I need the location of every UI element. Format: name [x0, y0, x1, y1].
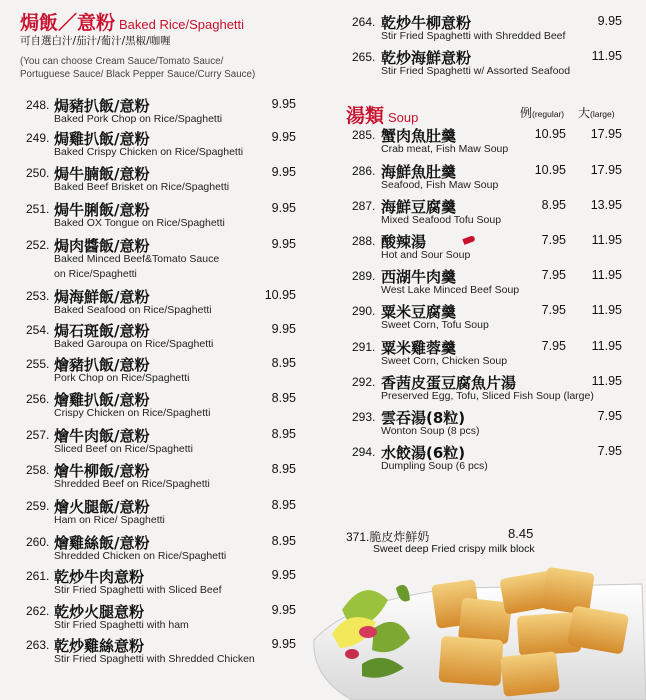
soup-item	[0, 231, 646, 261]
item-price: 8.95	[271, 498, 296, 512]
menu-item	[0, 12, 646, 42]
sauce-choice-en-1: (You can choose Cream Sauce/Tomato Sauce/	[20, 56, 224, 67]
item-name-en: Shredded Beef on Rice/Spaghetti	[54, 478, 210, 490]
regular-label-en: (regular)	[532, 109, 565, 119]
item-name-en: West Lake Minced Beef Soup	[381, 284, 520, 296]
item-number: 261.	[26, 569, 50, 583]
price-regular: 10.95	[534, 163, 566, 177]
item-number: 253.	[26, 289, 50, 303]
item-name-zh: 粟米豆腐羹	[381, 303, 457, 321]
item-number: 255.	[26, 357, 50, 371]
item-name-zh: 焗海鮮飯/意粉	[54, 288, 150, 306]
item-name-en: Baked OX Tongue on Rice/Spaghetti	[54, 217, 225, 229]
item-name-zh: 燴牛柳飯/意粉	[54, 462, 150, 480]
soup-item	[0, 407, 646, 437]
item-name-zh: 燴牛肉飯/意粉	[54, 427, 150, 445]
item-name-en: Stir Fried Spaghetti w/ Assorted Seafood	[381, 65, 571, 77]
price-regular: 7.95	[541, 303, 566, 317]
item-name-zh: 酸辣湯	[381, 233, 427, 251]
item-name-zh: 焗牛腩飯/意粉	[54, 165, 150, 183]
price-regular: 7.95	[541, 233, 566, 247]
item-name-zh: 西湖牛肉羹	[381, 268, 457, 286]
price-large: 11.95	[591, 233, 622, 247]
soup-title-en: Soup	[388, 110, 419, 125]
price-regular: 7.95	[541, 268, 566, 282]
item-number: 263.	[26, 638, 50, 652]
item-name-en: Dumpling Soup (6 pcs)	[381, 460, 488, 472]
item-name-en: Stir Fried Spaghetti with ham	[54, 619, 189, 631]
soup-item	[0, 266, 646, 296]
item-number: 248.	[26, 98, 50, 112]
item-number: 256.	[26, 392, 50, 406]
feature-dish-price: 8.45	[508, 526, 534, 541]
soup-item	[0, 337, 646, 367]
item-name-en-2: on Rice/Spaghetti	[54, 268, 137, 280]
item-name-zh: 乾炒牛柳意粉	[381, 14, 472, 32]
item-name-en: Crab meat, Fish Maw Soup	[381, 143, 509, 155]
item-number: 288.	[352, 234, 376, 248]
item-number: 289.	[352, 269, 376, 283]
item-price: 9.95	[271, 637, 296, 651]
item-number: 251.	[26, 202, 50, 216]
item-price: 9.95	[271, 97, 296, 111]
item-number: 290.	[352, 304, 376, 318]
price-large: 17.95	[590, 163, 622, 177]
item-name-en: Hot and Sour Soup	[381, 249, 471, 261]
baked-title-en: Baked Rice/Spaghetti	[119, 17, 245, 32]
regular-label-zh: 例	[520, 106, 533, 120]
item-price: 9.95	[271, 237, 296, 251]
fried-milk-photo	[312, 548, 646, 700]
item-name-zh: 海鮮魚肚羹	[381, 163, 457, 181]
item-number: 286.	[352, 164, 376, 178]
price-large: 13.95	[590, 198, 622, 212]
price-regular: 10.95	[534, 127, 566, 141]
item-number: 264.	[352, 15, 376, 29]
item-name-en: Stir Fried Spaghetti with Sliced Beef	[54, 584, 222, 596]
feature-dish-en: Sweet deep Fried crispy milk block	[373, 543, 535, 555]
item-number: 262.	[26, 604, 50, 618]
item-name-en: Baked Minced Beef&Tomato Sauce	[54, 253, 220, 265]
item-name-en: Sweet Corn, Chicken Soup	[381, 355, 508, 367]
soup-item	[0, 196, 646, 226]
item-name-en: Seafood, Fish Maw Soup	[381, 179, 499, 191]
item-name-zh: 乾炒牛肉意粉	[54, 568, 145, 586]
item-price: 9.95	[597, 14, 622, 28]
item-name-zh: 粟米雞蓉羹	[381, 339, 457, 357]
item-price: 9.95	[271, 165, 296, 179]
item-name-zh: 焗牛脷飯/意粉	[54, 201, 150, 219]
soup-item	[0, 442, 646, 472]
menu-item	[0, 496, 646, 526]
item-number: 260.	[26, 535, 50, 549]
price-large: 17.95	[590, 127, 622, 141]
item-name-en: Mixed Seafood Tofu Soup	[381, 214, 502, 226]
large-label-en: (large)	[590, 109, 615, 119]
soup-section-title	[346, 101, 418, 128]
item-number: 265.	[352, 50, 376, 64]
item-name-zh: 乾炒海鮮意粉	[381, 49, 472, 67]
item-name-zh: 乾炒火腿意粉	[54, 603, 145, 621]
price-regular: 8.95	[541, 198, 566, 212]
item-price: 9.95	[271, 322, 296, 336]
large-column-head	[578, 104, 615, 121]
item-number: 254.	[26, 323, 50, 337]
soup-item	[0, 161, 646, 191]
item-number: 259.	[26, 499, 50, 513]
item-number: 258.	[26, 463, 50, 477]
soup-item	[0, 372, 646, 402]
item-price: 9.95	[271, 568, 296, 582]
item-name-en: Pork Chop on Rice/Spaghetti	[54, 372, 190, 384]
price-large: 11.95	[591, 268, 622, 282]
sauce-choice-en-2: Portuguese Sauce/ Black Pepper Sauce/Curry Sauce)	[20, 69, 256, 80]
item-name-en: Baked Pork Chop on Rice/Spaghetti	[54, 113, 223, 125]
item-name-zh: 焗雞扒飯/意粉	[54, 130, 150, 148]
item-name-en: Preserved Egg, Tofu, Sliced Fish Soup (large)	[381, 390, 594, 402]
item-name-en: Wonton Soup (8 pcs)	[381, 425, 480, 437]
price-regular: 7.95	[541, 339, 566, 353]
regular-column-head	[520, 104, 564, 121]
item-name-zh: 燴雞扒飯/意粉	[54, 391, 150, 409]
item-number: 250.	[26, 166, 50, 180]
item-name-en: Sweet Corn, Tofu Soup	[381, 319, 489, 331]
item-name-zh: 焗肉醬飯/意粉	[54, 237, 150, 255]
item-name-zh: 焗豬扒飯/意粉	[54, 97, 150, 115]
item-name-zh: 燴雞絲飯/意粉	[54, 534, 150, 552]
item-name-zh: 海鮮豆腐羹	[381, 198, 457, 216]
item-name-en: Crispy Chicken on Rice/Spaghetti	[54, 407, 211, 419]
item-name-en: Stir Fried Spaghetti with Shredded Chicken	[54, 653, 255, 665]
item-name-en: Baked Crispy Chicken on Rice/Spaghetti	[54, 146, 244, 158]
menu-item	[0, 47, 646, 77]
item-number: 249.	[26, 131, 50, 145]
feature-dish-zh: 371.脆皮炸鮮奶	[346, 530, 430, 544]
baked-title-zh: 焗飯／意粉	[20, 12, 116, 34]
item-number: 292.	[352, 375, 376, 389]
price-large: 7.95	[597, 409, 622, 423]
item-number: 293.	[352, 410, 376, 424]
soup-item	[0, 125, 646, 155]
item-name-zh: 乾炒雞絲意粉	[54, 637, 145, 655]
item-price: 9.95	[271, 130, 296, 144]
item-name-zh: 香茜皮蛋豆腐魚片湯	[381, 374, 517, 392]
item-name-en: Shredded Chicken on Rice/Spaghetti	[54, 550, 227, 562]
sauce-choice-zh: 可自選白汁/茄汁/葡汁/黑椒/咖喱	[20, 35, 171, 47]
item-number: 294.	[352, 445, 376, 459]
item-name-zh: 燴豬扒飯/意粉	[54, 356, 150, 374]
item-number: 285.	[352, 128, 376, 142]
item-price: 8.95	[271, 534, 296, 548]
item-name-en: Stir Fried Spaghetti with Shredded Beef	[381, 30, 566, 42]
item-name-zh: 雲吞湯(8粒)	[381, 409, 466, 427]
item-name-en: Baked Beef Brisket on Rice/Spaghetti	[54, 181, 230, 193]
item-number: 257.	[26, 428, 50, 442]
chili-pepper-icon	[462, 235, 475, 245]
item-price: 11.95	[591, 49, 622, 63]
item-name-zh: 蟹肉魚肚羹	[381, 127, 457, 145]
item-name-en: Baked Seafood on Rice/Spaghetti	[54, 304, 212, 316]
item-price: 8.95	[271, 427, 296, 441]
soup-item	[0, 301, 646, 331]
item-price: 8.95	[271, 391, 296, 405]
item-price: 8.95	[271, 356, 296, 370]
price-large: 11.95	[591, 339, 622, 353]
item-name-en: Ham on Rice/ Spaghetti	[54, 514, 165, 526]
item-price: 9.95	[271, 201, 296, 215]
item-name-zh: 水餃湯(6粒)	[381, 444, 466, 462]
item-price: 10.95	[264, 288, 296, 302]
price-large: 11.95	[591, 374, 622, 388]
item-number: 252.	[26, 238, 50, 252]
item-price: 8.95	[271, 462, 296, 476]
item-price: 9.95	[271, 603, 296, 617]
item-name-zh: 燴火腿飯/意粉	[54, 498, 150, 516]
item-name-en: Sliced Beef on Rice/Spaghetti	[54, 443, 193, 455]
item-number: 291.	[352, 340, 376, 354]
item-name-zh: 焗石斑飯/意粉	[54, 322, 150, 340]
item-number: 287.	[352, 199, 376, 213]
soup-title-zh: 湯類	[346, 105, 385, 127]
price-large: 7.95	[597, 444, 622, 458]
price-large: 11.95	[591, 303, 622, 317]
item-name-en: Baked Garoupa on Rice/Spaghetti	[54, 338, 214, 350]
large-label-zh: 大	[578, 106, 591, 120]
